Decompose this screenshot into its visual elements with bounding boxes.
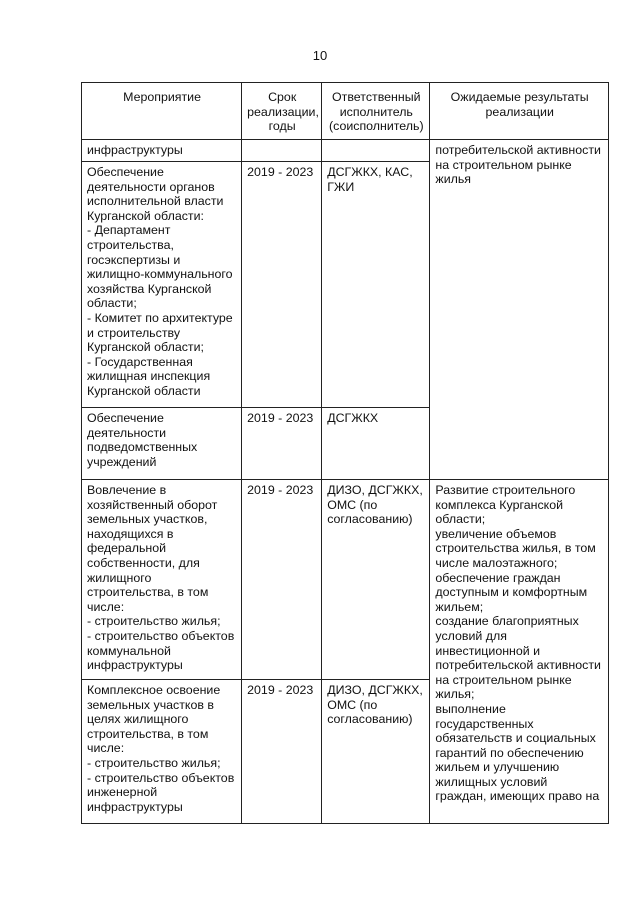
row-period: 2019 - 2023 xyxy=(242,680,322,824)
row-event: Комплексное освоение земельных участков в целях жилищного строительства, в том числе: - строительство жилья; - строительство объектов инженерной инфраструктуры xyxy=(82,680,242,824)
header-event: Мероприятие xyxy=(82,83,242,140)
row-results: Развитие строительного комплекса Курганской области; увеличение объемов строительства жилья, в том числе малоэтажного; обеспечение граждан доступным и комфортным жильем; создание благоприятных условий для инвестиционной и потребительской активности на строительном рынке жилья; выполнение государственных обязательств и социальных гарантий по обеспечению жильем и улучшению жилищных условий граждан, имеющих право на xyxy=(430,480,609,824)
table-header-row xyxy=(82,83,609,140)
row-executor xyxy=(322,140,430,162)
header-results: Ожидаемые результаты реализации xyxy=(430,83,609,140)
row-period: 2019 - 2023 xyxy=(242,480,322,680)
header-period: Срок реализации, годы xyxy=(242,83,322,140)
row-period xyxy=(242,140,322,162)
row-executor: ДСГЖКХ xyxy=(322,408,430,480)
row-event: инфраструктуры xyxy=(82,140,242,162)
table-row xyxy=(82,140,609,162)
row-executor: ДСГЖКХ, КАС, ГЖИ xyxy=(322,162,430,408)
row-period: 2019 - 2023 xyxy=(242,408,322,480)
program-table xyxy=(81,82,609,824)
row-event: Обеспечение деятельности органов исполнительной власти Курганской области: - Департамент строительства, госэкспертизы и жилищно-коммунального хозяйства Курганской области; - Комитет по архитектуре и строительству Курганской области; - Государственная жилищная инспекция Курганской области xyxy=(82,162,242,408)
row-period: 2019 - 2023 xyxy=(242,162,322,408)
row-event: Обеспечение деятельности подведомственных учреждений xyxy=(82,408,242,480)
table-row xyxy=(82,480,609,680)
row-executor: ДИЗО, ДСГЖКХ, ОМС (по согласованию) xyxy=(322,480,430,680)
header-executor: Ответственный исполнитель (соисполнитель) xyxy=(322,83,430,140)
row-results: потребительской активности на строительном рынке жилья xyxy=(430,140,609,480)
page-number: 10 xyxy=(312,48,328,63)
row-executor: ДИЗО, ДСГЖКХ, ОМС (по согласованию) xyxy=(322,680,430,824)
row-event: Вовлечение в хозяйственный оборот земельных участков, находящихся в федеральной собственности, для жилищного строительства, в том числе: - строительство жилья; - строительство объектов коммунальной инфраструктуры xyxy=(82,480,242,680)
